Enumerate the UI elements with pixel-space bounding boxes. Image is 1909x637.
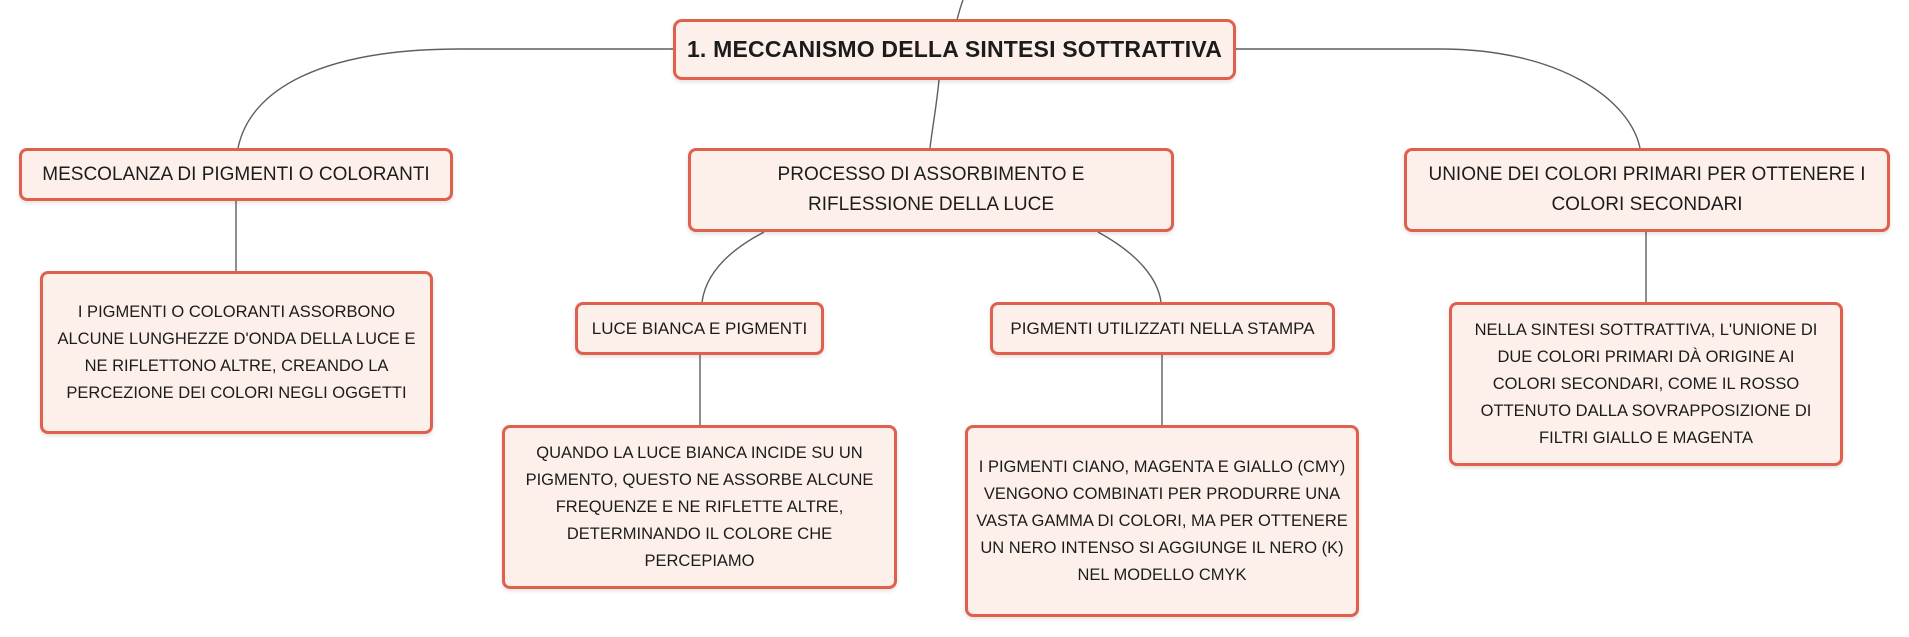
branch-topic-1[interactable] <box>19 148 453 201</box>
branch-topic-2-label: PROCESSO DI ASSORBIMENTO E RIFLESSIONE DELLA LUCE <box>777 164 1085 215</box>
sub-topic-printing-pigments[interactable] <box>990 302 1335 355</box>
leaf-topic-cmyk-label: I PIGMENTI CIANO, MAGENTA E GIALLO (CMY) VENGONO COMBINATI PER PRODURRE UNA VASTA GAMMA DI COLORI, MA PER OTTENERE UN NERO INTENSO SI AGGIUNGE IL NERO (K) NEL MODELLO CMYK <box>976 457 1348 584</box>
leaf-topic-white-light-label: QUANDO LA LUCE BIANCA INCIDE SU UN PIGMENTO, QUESTO NE ASSORBE ALCUNE FREQUENZE E NE RIFLETTE ALTRE, DETERMINANDO IL COLORE CHE PERCEPIAMO <box>525 443 874 570</box>
leaf-topic-pigments-absorb[interactable] <box>40 271 433 434</box>
root-topic[interactable] <box>673 19 1236 80</box>
connector-root-to-branch-3 <box>1233 49 1640 148</box>
connector-root-parent <box>957 0 963 20</box>
connector-branch-2-to-sub-1 <box>702 232 764 302</box>
branch-topic-3-label: UNIONE DEI COLORI PRIMARI PER OTTENERE I COLORI SECONDARI <box>1428 164 1866 215</box>
sub-topic-white-light[interactable] <box>575 302 824 355</box>
branch-topic-2[interactable] <box>688 148 1174 232</box>
branch-topic-1-label: MESCOLANZA DI PIGMENTI O COLORANTI <box>42 163 430 185</box>
sub-topic-printing-pigments-label: PIGMENTI UTILIZZATI NELLA STAMPA <box>1010 318 1315 338</box>
connector-root-to-branch-1 <box>238 49 675 148</box>
leaf-topic-white-light[interactable] <box>502 425 897 589</box>
root-topic-label: 1. MECCANISMO DELLA SINTESI SOTTRATTIVA <box>686 36 1223 62</box>
leaf-topic-cmyk[interactable] <box>965 425 1359 617</box>
leaf-topic-pigments-absorb-label: I PIGMENTI O COLORANTI ASSORBONO ALCUNE LUNGHEZZE D'ONDA DELLA LUCE E NE RIFLETTONO ALTRE, CREANDO LA PERCEZIONE DEI COLORI NEGLI OGGETTI <box>57 302 416 402</box>
branch-topic-3[interactable] <box>1404 148 1890 232</box>
connector-root-to-branch-2 <box>930 80 939 148</box>
leaf-topic-secondary-colors-label: NELLA SINTESI SOTTRATTIVA, L'UNIONE DI DUE COLORI PRIMARI DÀ ORIGINE AI COLORI SECONDARI, COME IL ROSSO OTTENUTO DALLA SOVRAPPOSIZIONE DI FILTRI GIALLO E MAGENTA <box>1474 320 1818 447</box>
sub-topic-white-light-label: LUCE BIANCA E PIGMENTI <box>591 318 808 338</box>
connector-branch-2-to-sub-2 <box>1098 232 1161 302</box>
leaf-topic-secondary-colors[interactable] <box>1449 302 1843 466</box>
